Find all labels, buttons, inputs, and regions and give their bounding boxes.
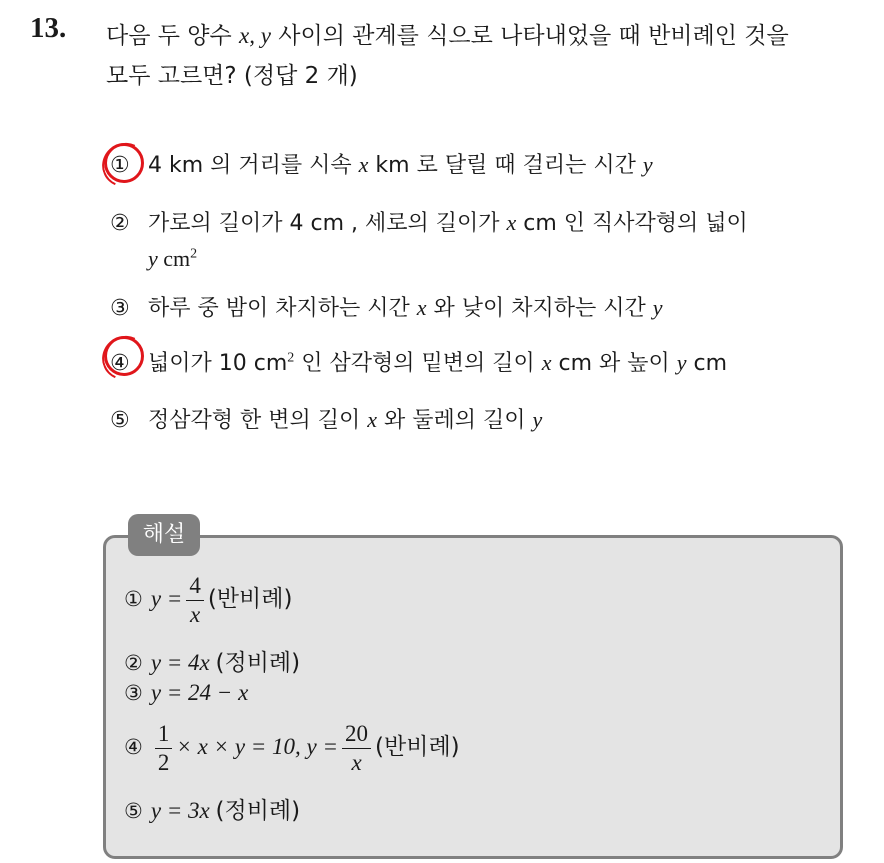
solution-expr: y = 3x: [150, 798, 210, 823]
option-text: cm: [686, 351, 728, 376]
solution-expr: × x × y = 10, y =: [176, 733, 339, 759]
question-text-line1: [106, 17, 789, 50]
option-number: ①: [110, 153, 130, 178]
option-text: 인 삼각형의 밑변의 길이: [294, 351, 542, 376]
solution-line-5: [124, 792, 300, 825]
option-exponent: 2: [190, 246, 198, 262]
option-2[interactable]: [110, 206, 748, 237]
solution-number: ③: [124, 681, 143, 705]
question-vars: x, y: [239, 23, 271, 48]
solution-number: ②: [124, 651, 143, 675]
option-3[interactable]: [110, 291, 663, 322]
solution-line-4: [124, 720, 460, 777]
option-text: cm 와 높이: [551, 351, 677, 376]
option-1[interactable]: [110, 148, 653, 179]
fraction: [155, 720, 173, 777]
fraction-numerator: 20: [342, 720, 371, 749]
solution-tag: 해설: [128, 514, 200, 556]
option-text: 하루 중 밤이 차지하는 시간: [148, 296, 417, 321]
question-text-post: 사이의 관계를 식으로 나타내었을 때 반비례인 것을: [270, 23, 789, 49]
option-var: y: [148, 246, 158, 271]
option-var: x: [541, 350, 552, 375]
solution-expr: y = 24 − x: [150, 680, 249, 705]
option-4[interactable]: [110, 346, 727, 377]
solution-line-1: [124, 572, 292, 629]
option-var: x: [367, 407, 378, 432]
question-text-pre: 다음 두 양수: [106, 23, 240, 49]
solution-number: ⑤: [124, 799, 143, 823]
solution-expr: y = 4x: [150, 650, 210, 675]
fraction: [342, 720, 371, 777]
fraction-numerator: 1: [155, 720, 173, 749]
fraction: [186, 572, 204, 629]
option-number: ⑤: [110, 408, 130, 433]
option-number: ③: [110, 296, 130, 321]
option-var: y: [676, 350, 687, 375]
option-text: 4 km 의 거리를 시속: [148, 153, 359, 178]
option-unit: cm: [157, 246, 191, 271]
solution-number: ④: [124, 734, 143, 759]
solution-number: ①: [124, 586, 143, 611]
option-var: x: [506, 210, 517, 235]
solution-line-2: [124, 644, 300, 677]
option-var: y: [532, 407, 543, 432]
option-var: x: [358, 152, 369, 177]
fraction-denominator: x: [351, 750, 362, 775]
option-number: ④: [110, 351, 130, 376]
option-text: 와 낮이 차지하는 시간: [426, 296, 653, 321]
option-var: y: [642, 152, 653, 177]
solution-note: (반비례): [375, 733, 460, 760]
option-var: y: [652, 295, 663, 320]
question-number: 13.: [30, 12, 67, 44]
option-text: 가로의 길이가 4 cm , 세로의 길이가: [148, 211, 507, 236]
option-text: 정삼각형 한 변의 길이: [148, 408, 368, 433]
solution-note: (반비례): [207, 585, 293, 612]
solution-note: (정비례): [215, 650, 301, 676]
option-2-line2: [148, 246, 197, 272]
solution-expr: y =: [150, 585, 183, 611]
fraction-numerator: 4: [186, 572, 204, 601]
option-text: 넓이가 10 cm: [148, 351, 288, 376]
option-5[interactable]: [110, 403, 542, 434]
solution-line-3: [124, 680, 248, 706]
option-text: km 로 달릴 때 걸리는 시간: [368, 153, 643, 178]
option-text: cm 인 직사각형의 넓이: [516, 211, 748, 236]
option-number: ②: [110, 211, 130, 236]
option-var: x: [416, 295, 427, 320]
option-exponent: 2: [287, 350, 295, 366]
option-text: 와 둘레의 길이: [377, 408, 533, 433]
solution-note: (정비례): [215, 798, 301, 824]
fraction-denominator: x: [189, 602, 201, 627]
fraction-denominator: 2: [157, 750, 170, 775]
question-text-line2: 모두 고르면? (정답 2 개): [106, 63, 358, 89]
